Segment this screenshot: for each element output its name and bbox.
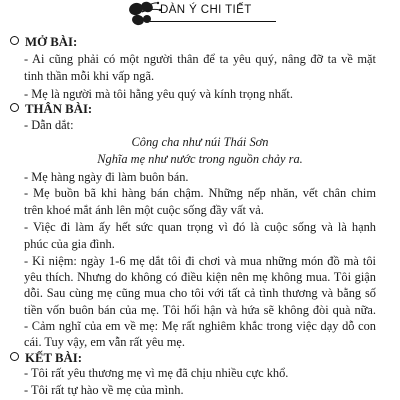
- text-line: - Cảm nghĩ của em về mẹ: Mẹ rất nghiêm khắc trong việc dạy dỗ con: [24, 319, 376, 334]
- quote-line: Nghĩa mẹ như nước trong nguồn chảy ra.: [97, 152, 303, 167]
- title-underline: [150, 21, 276, 22]
- text-line: tiền vốn buôn bán của mẹ. Tôi hối hận và hứa sẽ không đòi quà nữa.: [24, 303, 376, 318]
- text-line: yêu thích. Nhưng do không có điều kiện nên mẹ không mua. Tôi giận: [24, 269, 376, 284]
- text-line: trên khoé mắt ánh lên một cuộc sống đầy vất vả.: [24, 202, 264, 217]
- text-line: cái. Tuy vậy, em vẫn rất yêu mẹ.: [24, 335, 185, 350]
- heading-text: THÂN BÀI:: [25, 101, 93, 116]
- quote-line: Công cha như núi Thái Sơn: [131, 135, 269, 150]
- text-line: phúc của gia đình.: [24, 236, 115, 251]
- text-line: - Việc đi làm ấy hết sức quan trọng vì đó là cuộc sống và là hạnh: [24, 219, 376, 234]
- circle-bullet-icon: [10, 352, 19, 361]
- text-line: - Mẹ hàng ngày đi làm buôn bán.: [24, 170, 189, 185]
- text-line: tinh thần mỗi khi vấp ngã.: [24, 68, 155, 83]
- page-header: [0, 0, 400, 30]
- text-line: - Ai cũng phải có một người thân để ta yêu quý, nâng đỡ ta về mặt: [24, 51, 376, 66]
- text-line: - Mẹ buồn bã khi hàng bán chậm. Những nếp nhăn, vết chân chim: [24, 186, 376, 201]
- heading-text: MỞ BÀI:: [25, 35, 78, 49]
- document-title: DÀN Ý CHI TIẾT: [160, 4, 252, 16]
- heading-text: KẾT BÀI:: [25, 351, 83, 366]
- text-line: - Dẫn dắt:: [24, 117, 74, 132]
- text-line: dỗi. Sau cùng mẹ cũng mua cho tôi với tất cả tình thương và bằng số: [24, 286, 376, 301]
- circle-bullet-icon: [10, 36, 19, 45]
- circle-bullet-icon: [10, 103, 19, 112]
- text-line: - Mẹ là người mà tôi hằng yêu quý và kính trọng nhất.: [24, 86, 293, 101]
- text-line: - Kỉ niệm: ngày 1-6 mẹ dắt tôi đi chơi và mua những món đồ mà tôi: [24, 253, 376, 268]
- text-line: - Tôi rất tự hào về mẹ của mình.: [24, 383, 184, 397]
- section-heading-mo-bai: [10, 33, 362, 51]
- text-line: - Tôi rất yêu thương mẹ vì mẹ đã chịu nhiều cực khổ.: [24, 366, 289, 381]
